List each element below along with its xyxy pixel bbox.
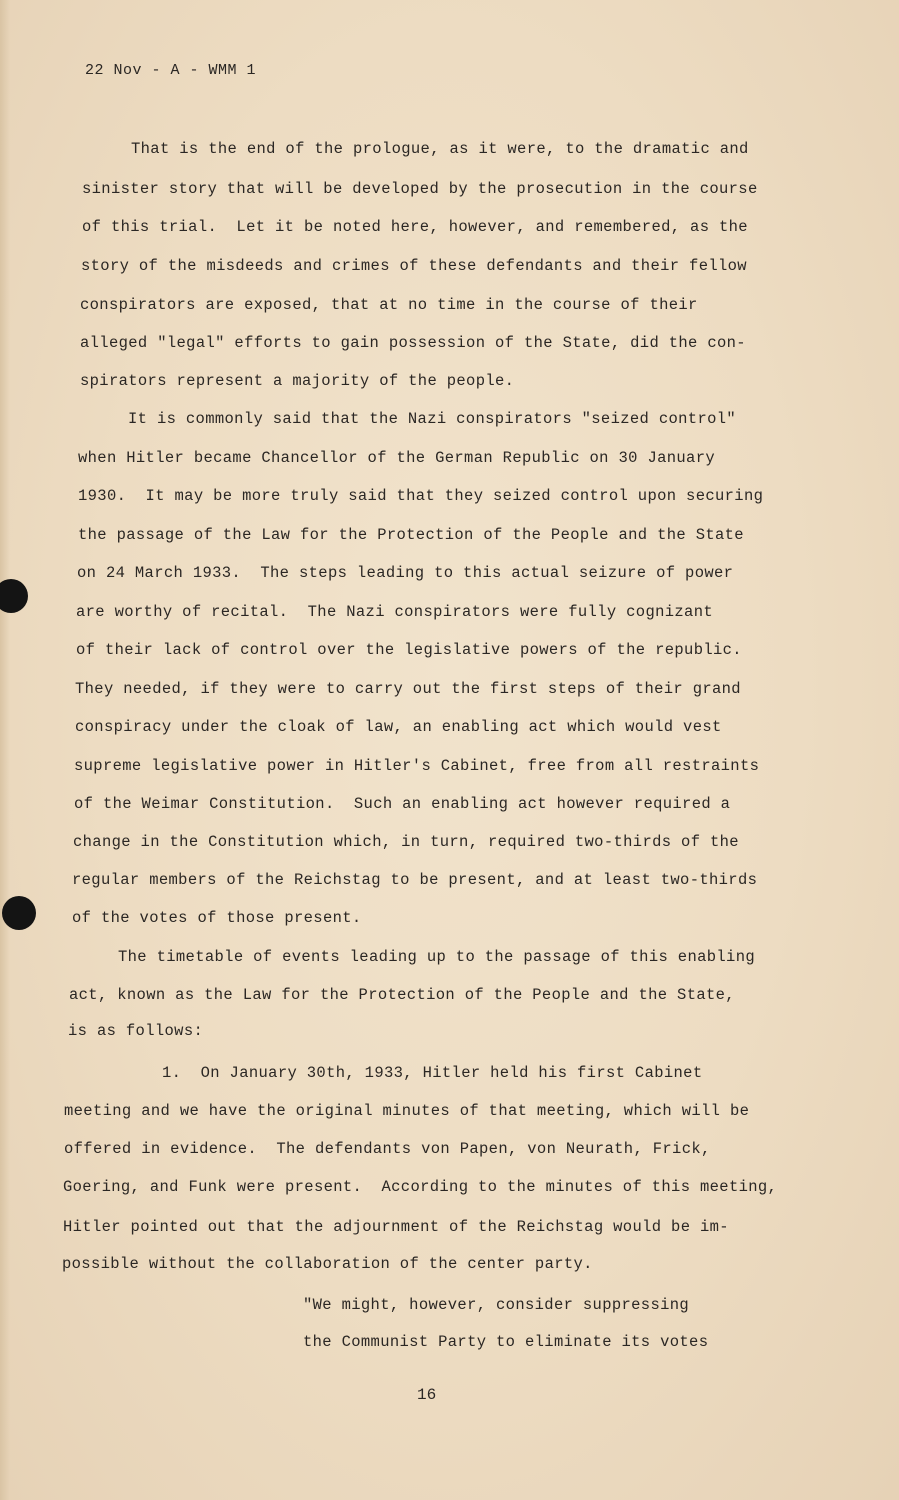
text-line: Goering, and Funk were present. According to the minutes of this meeting,	[63, 1178, 778, 1196]
text-line: They needed, if they were to carry out the first steps of their grand	[75, 680, 741, 698]
text-line: of this trial. Let it be noted here, however, and remembered, as the	[82, 218, 748, 236]
text-line: conspirators are exposed, that at no time in the course of their	[80, 296, 698, 314]
document-header-code: 22 Nov - A - WMM 1	[85, 62, 257, 79]
text-line: supreme legislative power in Hitler's Cabinet, free from all restraints	[74, 757, 760, 775]
text-line: story of the misdeeds and crimes of these defendants and their fellow	[81, 257, 747, 275]
text-line: the passage of the Law for the Protection of the People and the State	[78, 526, 744, 544]
text-line: conspiracy under the cloak of law, an enabling act which would vest	[75, 718, 722, 736]
text-line: It is commonly said that the Nazi conspirators "seized control"	[128, 410, 737, 428]
text-line: Hitler pointed out that the adjournment of the Reichstag would be im-	[63, 1218, 729, 1236]
quote-line: the Communist Party to eliminate its votes	[303, 1333, 709, 1351]
text-line: That is the end of the prologue, as it were, to the dramatic and	[131, 140, 749, 158]
text-line: of the Weimar Constitution. Such an enabling act however required a	[74, 795, 731, 813]
text-line: regular members of the Reichstag to be present, and at least two-thirds	[72, 871, 758, 889]
text-line: when Hitler became Chancellor of the German Republic on 30 January	[78, 449, 715, 467]
punch-hole-bottom	[2, 896, 36, 930]
text-line: possible without the collaboration of the center party.	[62, 1255, 593, 1273]
text-line: of their lack of control over the legislative powers of the republic.	[76, 641, 742, 659]
text-line: on 24 March 1933. The steps leading to this actual seizure of power	[77, 564, 734, 582]
text-line: is as follows:	[68, 1022, 204, 1040]
text-line: spirators represent a majority of the people.	[80, 372, 515, 390]
text-line: alleged "legal" efforts to gain possession of the State, did the con-	[80, 334, 746, 352]
text-line: meeting and we have the original minutes of that meeting, which will be	[64, 1102, 750, 1120]
page-number: 16	[417, 1386, 437, 1404]
text-line: 1. On January 30th, 1933, Hitler held his first Cabinet	[162, 1064, 703, 1082]
text-line: of the votes of those present.	[72, 909, 362, 927]
punch-hole-top	[0, 579, 28, 613]
quote-line: "We might, however, consider suppressing	[303, 1296, 690, 1314]
text-line: The timetable of events leading up to the passage of this enabling	[118, 948, 755, 966]
text-line: act, known as the Law for the Protection of the People and the State,	[69, 986, 735, 1004]
page-edge-shadow	[0, 0, 10, 1500]
text-line: sinister story that will be developed by the prosecution in the course	[82, 180, 758, 198]
text-line: offered in evidence. The defendants von Papen, von Neurath, Frick,	[64, 1140, 711, 1158]
text-line: change in the Constitution which, in turn, required two-thirds of the	[73, 833, 739, 851]
text-line: are worthy of recital. The Nazi conspirators were fully cognizant	[76, 603, 713, 621]
text-line: 1930. It may be more truly said that they seized control upon securing	[78, 487, 764, 505]
